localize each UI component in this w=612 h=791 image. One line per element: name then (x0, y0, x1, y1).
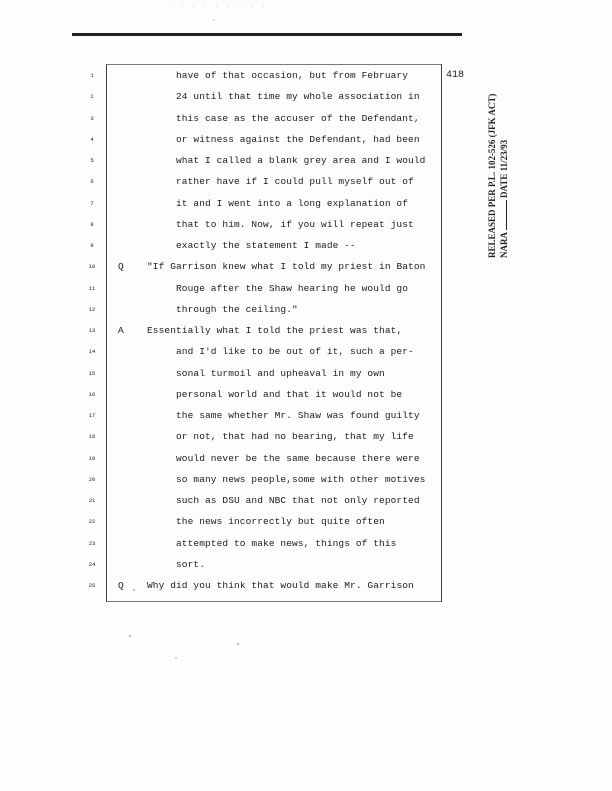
transcript-line-text: Rouge after the Shaw hearing he would go (176, 282, 409, 294)
transcript-line-text: the same whether Mr. Shaw was found guilty (176, 410, 420, 421)
transcript-line-text: what I called a blank grey area and I would (176, 155, 426, 166)
transcript-line-text: that to him. Now, if you will repeat just (176, 218, 414, 230)
transcript-line-text: such as DSU and NBC that not only reported (176, 495, 420, 506)
stamp-release-line: RELEASED PER P.L. 102-526 (JFK ACT) (487, 93, 497, 258)
line-number: 10 (88, 263, 96, 271)
line-number: 19 (88, 454, 96, 462)
transcript-line-text: "If Garrison knew what I told my priest in Baton (147, 261, 426, 273)
transcript-line-text: this case as the accuser of the Defendant, (176, 112, 420, 124)
line-number: 9 (90, 242, 94, 249)
line-number: 23 (88, 539, 96, 547)
transcript-line-text: Why did you think that would make Mr. Garrison (147, 580, 414, 591)
speaker-mark: A (118, 325, 124, 336)
transcript-line-text: attempted to make news, things of this (176, 537, 397, 549)
transcript-line-text: it and I went into a long explanation of (176, 197, 409, 209)
transcript-line-text: or not, that had no bearing, that my life (176, 431, 414, 443)
line-number: 3 (90, 114, 94, 122)
line-number: 4 (90, 135, 94, 143)
transcript-line-text: sonal turmoil and upheaval in my own (176, 367, 385, 379)
transcript-line-text: through the ceiling." (176, 303, 298, 315)
line-number: 12 (88, 305, 96, 313)
page-number: 418 (446, 70, 465, 81)
line-number: 21 (88, 497, 96, 504)
transcript-line-text: rather have if I could pull myself out of (176, 176, 414, 188)
line-number: 11 (88, 284, 96, 292)
stamp-date-label: DATE (499, 173, 509, 198)
transcript-line-text: and I'd like to be out of it, such a per- (176, 346, 414, 358)
transcript-line-text: Essentially what I told the priest was that, (147, 325, 403, 336)
line-number: 13 (88, 327, 96, 334)
line-number: 14 (88, 348, 96, 356)
line-number: 20 (88, 475, 96, 483)
transcript-line-text: personal world and that it would not be (176, 388, 403, 400)
line-number: 15 (88, 369, 96, 377)
line-number: 2 (90, 93, 94, 101)
transcript-line-text: exactly the statement I made -- (176, 240, 356, 251)
line-number: 22 (88, 518, 96, 526)
line-number: 24 (88, 560, 96, 568)
stamp-date: 11/23/93 (499, 139, 509, 172)
speaker-mark: Q (118, 261, 124, 273)
transcript-line-text: so many news people,some with other motives (176, 473, 426, 485)
stamp-nara-label: NARA (499, 232, 509, 258)
line-number: 5 (90, 157, 94, 164)
line-number: 6 (90, 178, 94, 186)
transcript-line-text: sort. (176, 558, 206, 570)
line-number: 17 (88, 412, 96, 419)
transcript-line-text: would never be the same because there were (176, 452, 420, 464)
line-number: 1 (90, 72, 94, 79)
transcript-line-text: or witness against the Defendant, had been (176, 133, 420, 145)
transcript-line-text: have of that occasion, but from February (176, 70, 409, 81)
line-number: 8 (90, 220, 94, 228)
line-number: 7 (90, 199, 94, 207)
line-number: 25 (88, 582, 96, 589)
transcript-line-text: the news incorrectly but quite often (176, 516, 385, 528)
speaker-mark: Q (118, 580, 124, 591)
transcript-line-text: 24 until that time my whole association in (176, 91, 420, 103)
faint-header-text: · · · · · · · · · (168, 2, 267, 11)
line-number: 16 (88, 390, 96, 398)
line-number: 18 (88, 433, 96, 441)
